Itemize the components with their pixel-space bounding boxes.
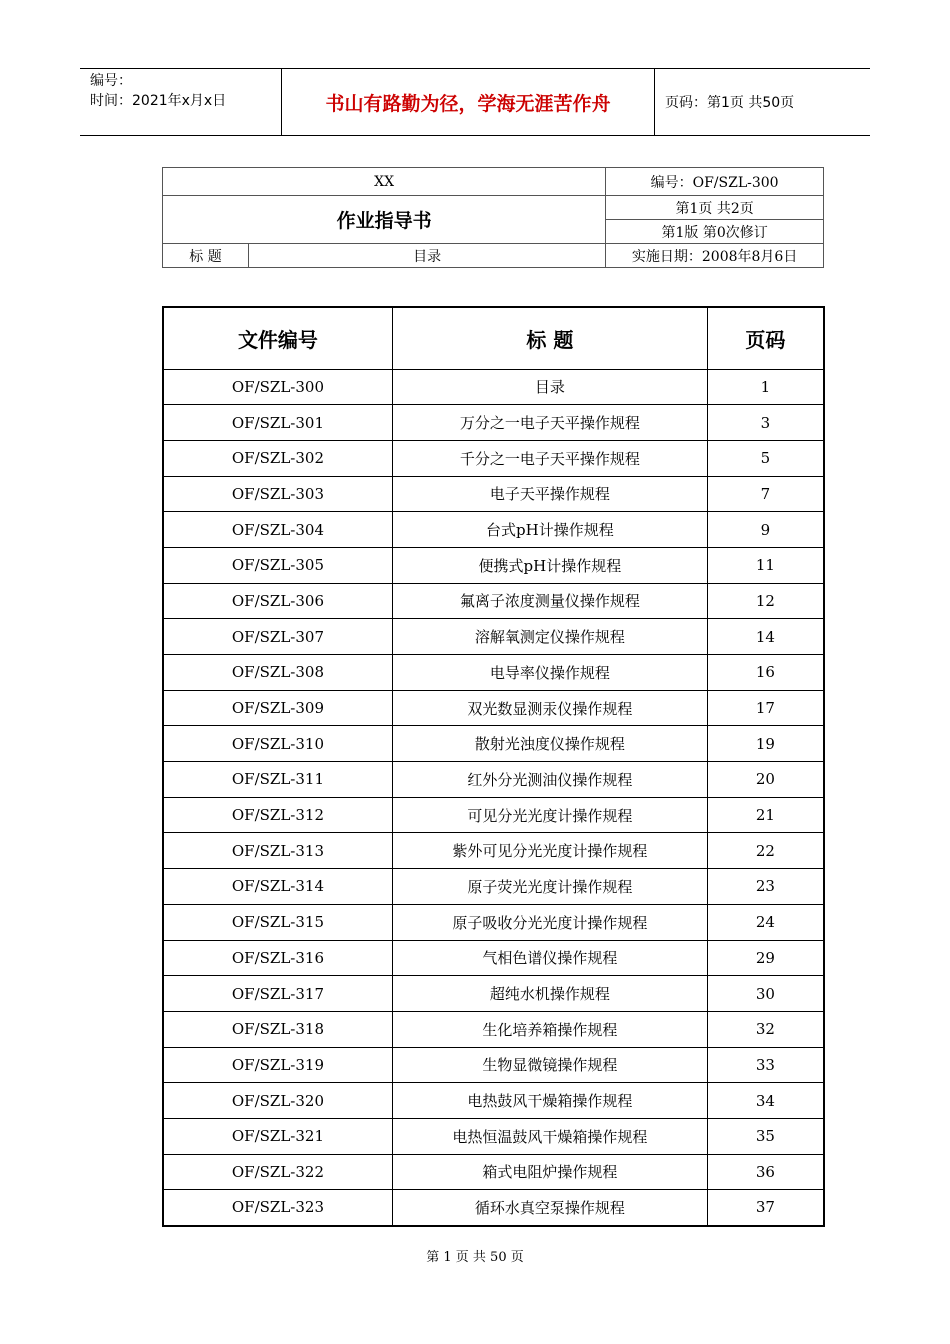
table-row: [163, 440, 824, 476]
page-footer: 第 1 页 共 50 页: [426, 1250, 524, 1265]
page-number: 21: [707, 797, 824, 833]
header-motto: 书山有路勤为径，学海无涯苦作舟: [282, 69, 655, 135]
table-row: [163, 726, 824, 762]
table-row: [163, 1083, 824, 1119]
doc-page: 第1页 共2页: [606, 196, 824, 220]
file-number: OF/SZL-321: [163, 1118, 392, 1154]
table-row: [163, 1118, 824, 1154]
doc-title-cell: 循环水真空泵操作规程: [392, 1190, 707, 1226]
table-row: [163, 940, 824, 976]
doc-title-cell: 可见分光光度计操作规程: [392, 797, 707, 833]
doc-title-cell: 电子天平操作规程: [392, 476, 707, 512]
file-number: OF/SZL-305: [163, 547, 392, 583]
table-row: [163, 904, 824, 940]
table-row: [163, 1011, 824, 1047]
page-number: 7: [707, 476, 824, 512]
page-number: 19: [707, 726, 824, 762]
header-number-label: 编号：: [90, 73, 132, 89]
table-row: [163, 869, 824, 905]
file-number: OF/SZL-304: [163, 512, 392, 548]
file-number: OF/SZL-303: [163, 476, 392, 512]
doc-title-cell: 目录: [392, 369, 707, 405]
company-name: XX: [163, 168, 606, 196]
contents-body: [163, 369, 824, 1226]
table-row: [163, 405, 824, 441]
table-row: [163, 1190, 824, 1226]
page-number: 1: [707, 369, 824, 405]
file-number: OF/SZL-300: [163, 369, 392, 405]
doc-title-cell: 生物显微镜操作规程: [392, 1047, 707, 1083]
doc-version: 第1版 第0次修订: [606, 220, 824, 244]
page-number: 34: [707, 1083, 824, 1119]
file-number: OF/SZL-312: [163, 797, 392, 833]
table-row: [163, 833, 824, 869]
file-number: OF/SZL-320: [163, 1083, 392, 1119]
doc-title-cell: 便携式pH计操作规程: [392, 547, 707, 583]
doc-title-cell: 原子荧光光度计操作规程: [392, 869, 707, 905]
doc-title-cell: 生化培养箱操作规程: [392, 1011, 707, 1047]
file-number: OF/SZL-311: [163, 762, 392, 798]
file-number: OF/SZL-317: [163, 976, 392, 1012]
table-row: [163, 583, 824, 619]
table-row: [163, 476, 824, 512]
page-number: 35: [707, 1118, 824, 1154]
title-value: 目录: [249, 244, 606, 268]
title-label: 标 题: [163, 244, 249, 268]
page-number: 17: [707, 690, 824, 726]
file-number: OF/SZL-308: [163, 655, 392, 691]
doc-title-cell: 电导率仪操作规程: [392, 655, 707, 691]
file-number: OF/SZL-323: [163, 1190, 392, 1226]
page-header: [80, 68, 870, 136]
doc-title-cell: 电热恒温鼓风干燥箱操作规程: [392, 1118, 707, 1154]
page-number: 20: [707, 762, 824, 798]
page-number: 23: [707, 869, 824, 905]
doc-title-cell: 散射光浊度仪操作规程: [392, 726, 707, 762]
doc-title-cell: 电热鼓风干燥箱操作规程: [392, 1083, 707, 1119]
page-number: 30: [707, 976, 824, 1012]
header-date: 时间：2021年x月x日: [90, 93, 227, 109]
file-number: OF/SZL-316: [163, 940, 392, 976]
page-number: 24: [707, 904, 824, 940]
table-row: [163, 797, 824, 833]
header-title: 标 题: [392, 307, 707, 369]
doc-title-cell: 千分之一电子天平操作规程: [392, 440, 707, 476]
doc-title-cell: 超纯水机操作规程: [392, 976, 707, 1012]
document-info-table: [162, 167, 824, 268]
doc-code: 编号：OF/SZL-300: [606, 168, 824, 196]
doc-title-cell: 紫外可见分光光度计操作规程: [392, 833, 707, 869]
page-number: 36: [707, 1154, 824, 1190]
file-number: OF/SZL-310: [163, 726, 392, 762]
table-row: [163, 1154, 824, 1190]
page-number: 9: [707, 512, 824, 548]
file-number: OF/SZL-313: [163, 833, 392, 869]
table-row: [163, 762, 824, 798]
doc-title-cell: 台式pH计操作规程: [392, 512, 707, 548]
page-number: 22: [707, 833, 824, 869]
doc-title-cell: 万分之一电子天平操作规程: [392, 405, 707, 441]
page-number: 5: [707, 440, 824, 476]
page-number: 3: [707, 405, 824, 441]
file-number: OF/SZL-319: [163, 1047, 392, 1083]
doc-title: 作业指导书: [163, 196, 606, 244]
page-number: 32: [707, 1011, 824, 1047]
page-number: 37: [707, 1190, 824, 1226]
table-row: [163, 369, 824, 405]
page-number: 16: [707, 655, 824, 691]
header-page: 页码: [707, 307, 824, 369]
page-number: 11: [707, 547, 824, 583]
doc-title-cell: 气相色谱仪操作规程: [392, 940, 707, 976]
table-row: [163, 1047, 824, 1083]
table-row: [163, 547, 824, 583]
page-number: 29: [707, 940, 824, 976]
table-row: [163, 655, 824, 691]
doc-title-cell: 箱式电阻炉操作规程: [392, 1154, 707, 1190]
doc-title-cell: 双光数显测汞仪操作规程: [392, 690, 707, 726]
doc-title-cell: 氟离子浓度测量仪操作规程: [392, 583, 707, 619]
doc-title-cell: 红外分光测油仪操作规程: [392, 762, 707, 798]
page-number: 12: [707, 583, 824, 619]
header-meta: [80, 69, 282, 135]
header-file-number: 文件编号: [163, 307, 392, 369]
table-row: [163, 512, 824, 548]
file-number: OF/SZL-314: [163, 869, 392, 905]
file-number: OF/SZL-307: [163, 619, 392, 655]
table-row: [163, 976, 824, 1012]
file-number: OF/SZL-302: [163, 440, 392, 476]
table-row: [163, 619, 824, 655]
file-number: OF/SZL-301: [163, 405, 392, 441]
page-number: 33: [707, 1047, 824, 1083]
file-number: OF/SZL-315: [163, 904, 392, 940]
table-row: [163, 690, 824, 726]
file-number: OF/SZL-322: [163, 1154, 392, 1190]
doc-title-cell: 溶解氧测定仪操作规程: [392, 619, 707, 655]
header-page-info: 页码：第1页 共50页: [665, 95, 795, 111]
doc-title-cell: 原子吸收分光光度计操作规程: [392, 904, 707, 940]
file-number: OF/SZL-318: [163, 1011, 392, 1047]
file-number: OF/SZL-309: [163, 690, 392, 726]
contents-table: [162, 306, 825, 1227]
file-number: OF/SZL-306: [163, 583, 392, 619]
contents-header-row: [163, 307, 824, 369]
implementation-date: 实施日期：2008年8月6日: [606, 244, 824, 268]
page-number: 14: [707, 619, 824, 655]
